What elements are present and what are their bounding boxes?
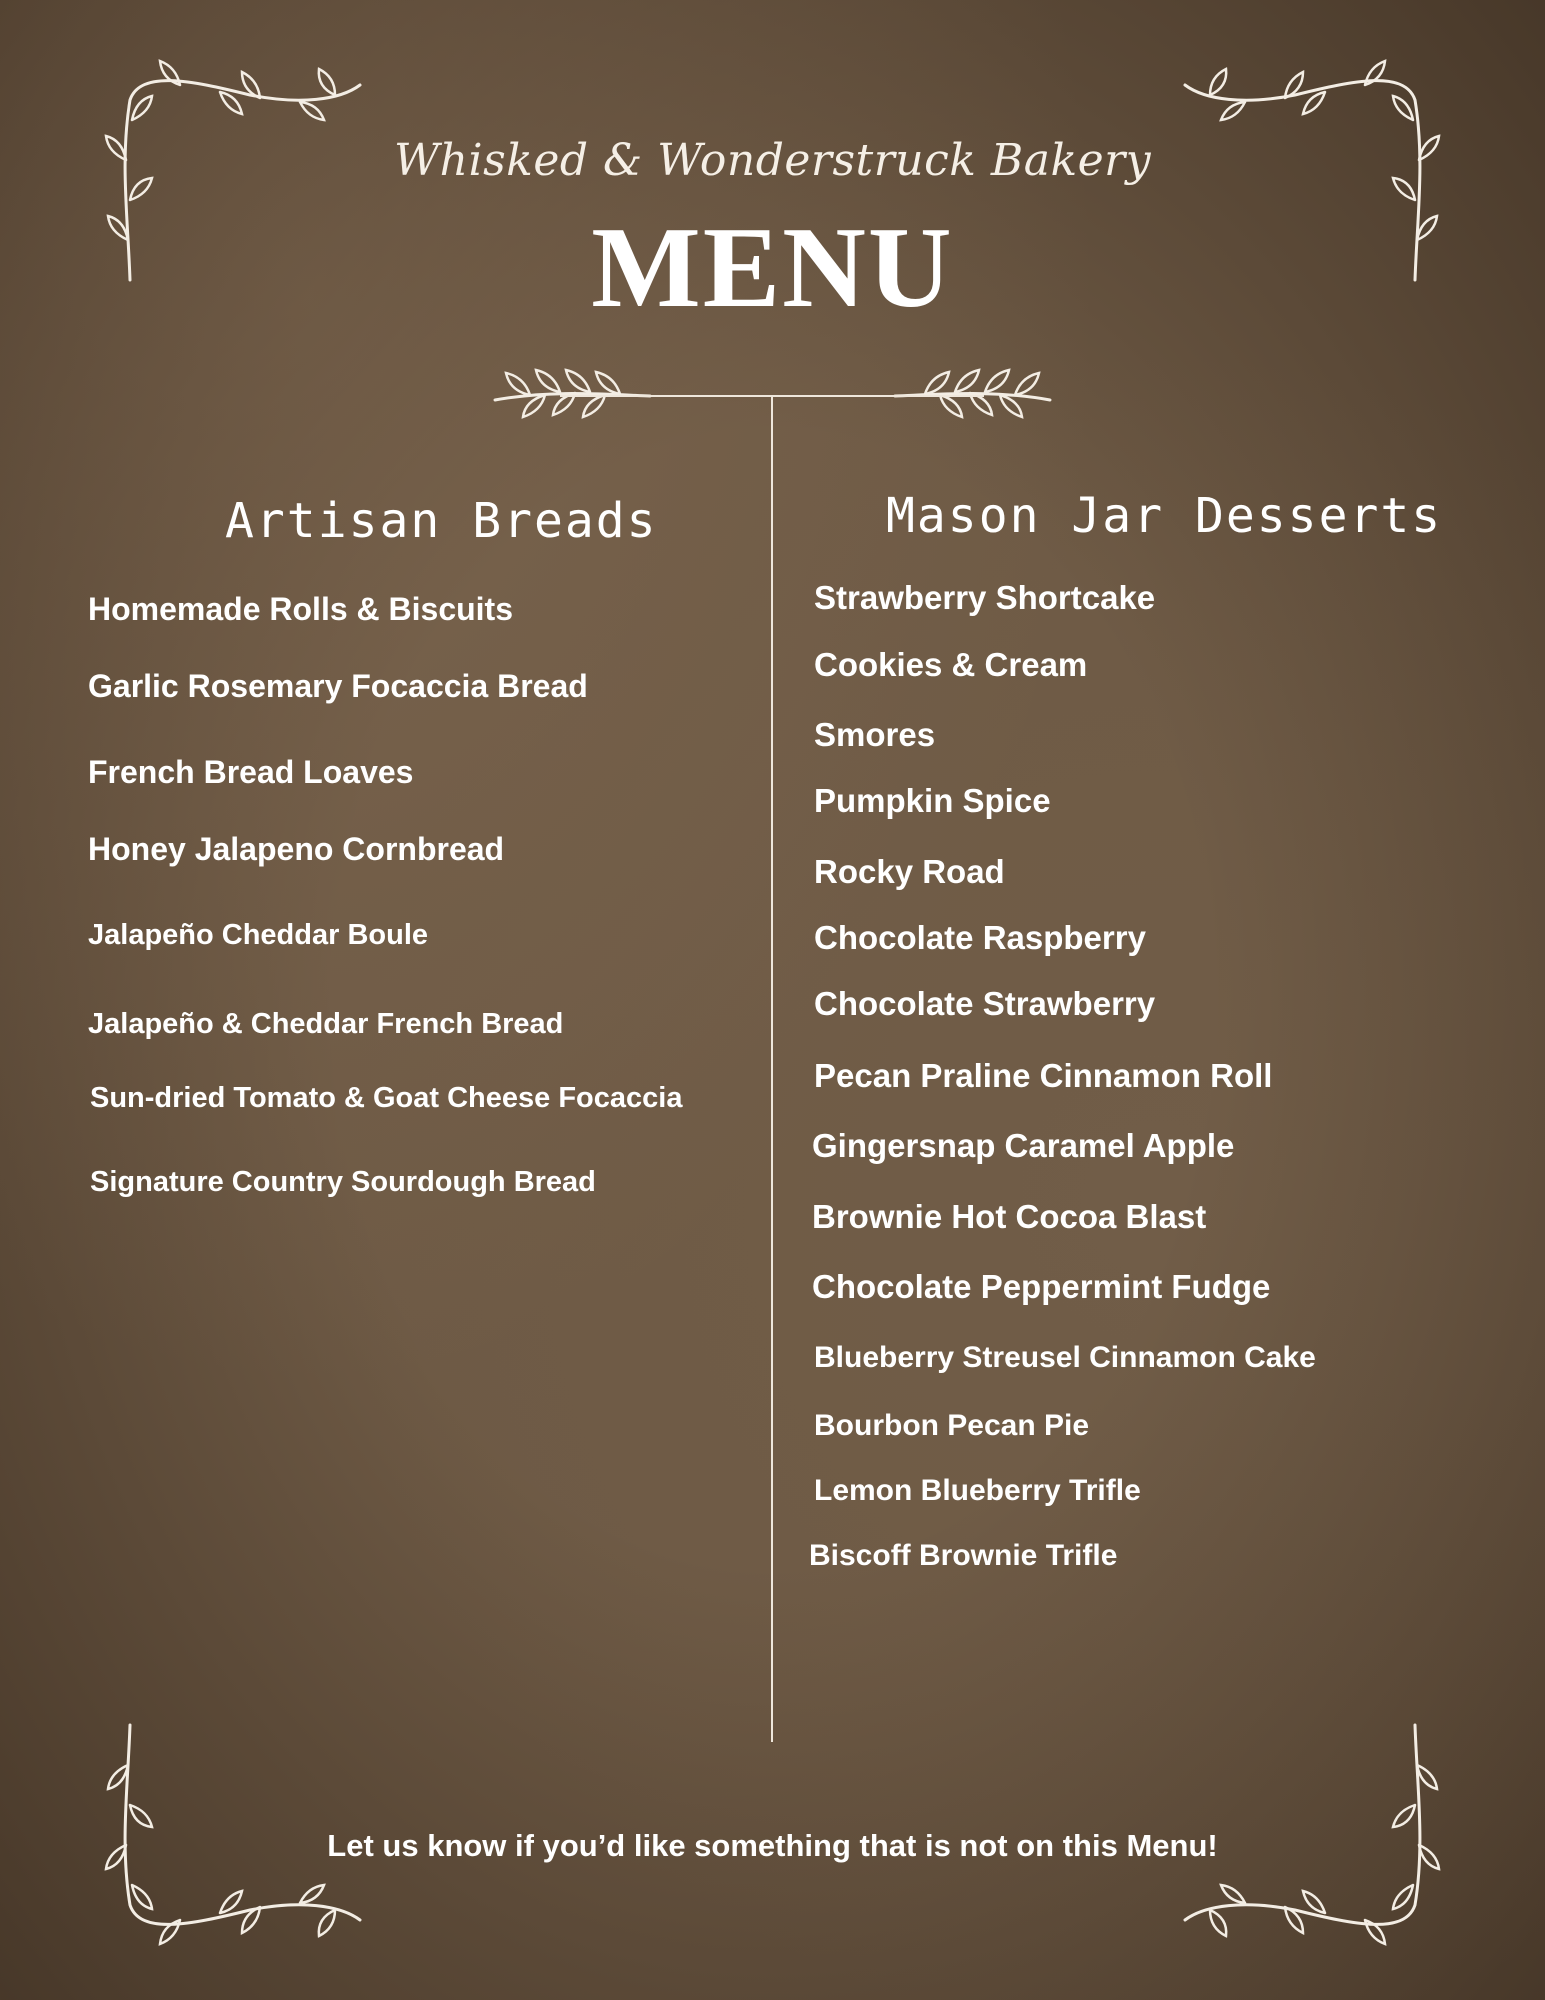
menu-item: Chocolate Strawberry	[814, 985, 1156, 1022]
menu-item: Honey Jalapeno Cornbread	[88, 831, 505, 867]
menu-item: Jalapeño & Cheddar French Bread	[88, 1008, 564, 1040]
menu-item: Rocky Road	[814, 853, 1005, 890]
leaf-branch-icon	[885, 350, 1055, 430]
menu-item: Gingersnap Caramel Apple	[812, 1127, 1235, 1164]
leaf-branch-icon	[490, 350, 660, 430]
menu-item: Bourbon Pecan Pie	[814, 1409, 1090, 1442]
menu-item: Signature Country Sourdough Bread	[90, 1166, 596, 1198]
menu-item: Pumpkin Spice	[814, 782, 1051, 819]
menu-item: Strawberry Shortcake	[814, 579, 1156, 616]
menu-item: Chocolate Raspberry	[814, 919, 1146, 956]
menu-item: Garlic Rosemary Focaccia Bread	[88, 668, 588, 704]
menu-item: Sun-dried Tomato & Goat Cheese Focaccia	[90, 1082, 683, 1114]
menu-item: Lemon Blueberry Trifle	[814, 1474, 1141, 1507]
menu-item: Biscoff Brownie Trifle	[809, 1539, 1118, 1572]
menu-item: French Bread Loaves	[88, 754, 414, 790]
bakery-name: Whisked & Wonderstruck Bakery	[393, 135, 1152, 186]
page-title: MENU	[591, 204, 954, 332]
menu-item: Cookies & Cream	[814, 646, 1088, 683]
column-divider	[771, 397, 773, 1742]
footer-note: Let us know if you’d like something that is not on this Menu!	[327, 1828, 1218, 1863]
section-heading-breads: Artisan Breads	[225, 493, 658, 549]
menu-item: Smores	[814, 716, 936, 753]
menu-item: Homemade Rolls & Biscuits	[88, 591, 513, 627]
menu-item: Chocolate Peppermint Fudge	[812, 1268, 1271, 1305]
menu-item: Brownie Hot Cocoa Blast	[812, 1198, 1207, 1235]
menu-item: Pecan Praline Cinnamon Roll	[814, 1057, 1273, 1094]
section-heading-desserts: Mason Jar Desserts	[886, 488, 1443, 544]
menu-item: Jalapeño Cheddar Boule	[88, 919, 429, 951]
menu-item: Blueberry Streusel Cinnamon Cake	[814, 1341, 1316, 1374]
